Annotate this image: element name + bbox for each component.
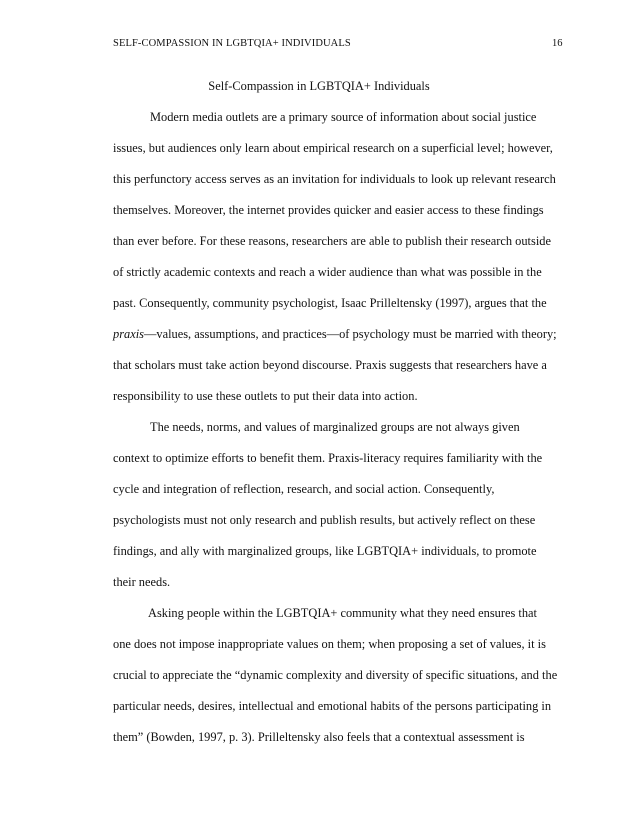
body-line: past. Consequently, community psychologist, Isaac Prilleltensky (1997), argues that the <box>113 296 547 310</box>
body-line: one does not impose inappropriate values on them; when proposing a set of values, it is <box>113 637 546 651</box>
body-line: crucial to appreciate the “dynamic complexity and diversity of specific situations, and the <box>113 668 558 682</box>
body-line: context to optimize efforts to benefit them. Praxis-literacy requires familiarity with the <box>113 451 543 465</box>
body-line: them” (Bowden, 1997, p. 3). Prilleltensky also feels that a contextual assessment is <box>113 730 525 744</box>
body-line: themselves. Moreover, the internet provides quicker and easier access to these findings <box>113 203 544 217</box>
body-line: psychologists must not only research and publish results, but actively reflect on these <box>113 513 536 527</box>
running-head: SELF-COMPASSION IN LGBTQIA+ INDIVIDUALS <box>113 38 351 49</box>
body-line: that scholars must take action beyond discourse. Praxis suggests that researchers have a <box>113 358 547 372</box>
body-line: Asking people within the LGBTQIA+ community what they need ensures that <box>148 606 537 620</box>
body-line: of strictly academic contexts and reach a wider audience than what was possible in the <box>113 265 542 279</box>
body-line: issues, but audiences only learn about empirical research on a superficial level; however, <box>113 141 553 155</box>
section-title: Self-Compassion in LGBTQIA+ Individuals <box>208 79 430 93</box>
body-line: this perfunctory access serves as an invitation for individuals to look up relevant research <box>113 172 556 186</box>
page-number: 16 <box>552 38 563 49</box>
body-line <box>113 326 557 342</box>
body-line: The needs, norms, and values of marginalized groups are not always given <box>150 420 520 434</box>
body-line: than ever before. For these reasons, researchers are able to publish their research outside <box>113 234 551 248</box>
body-line: particular needs, desires, intellectual and emotional habits of the persons participating in <box>113 699 552 713</box>
body-line: findings, and ally with marginalized groups, like LGBTQIA+ individuals, to promote <box>113 544 537 558</box>
body-line: their needs. <box>113 575 171 589</box>
body-line: responsibility to use these outlets to put their data into action. <box>113 389 418 403</box>
italic-term: praxis <box>113 327 144 341</box>
body-line: cycle and integration of reflection, research, and social action. Consequently, <box>113 482 495 496</box>
body-line-continuation: —values, assumptions, and practices—of psychology must be married with theory; <box>143 327 557 341</box>
body-line: Modern media outlets are a primary source of information about social justice <box>150 110 537 124</box>
